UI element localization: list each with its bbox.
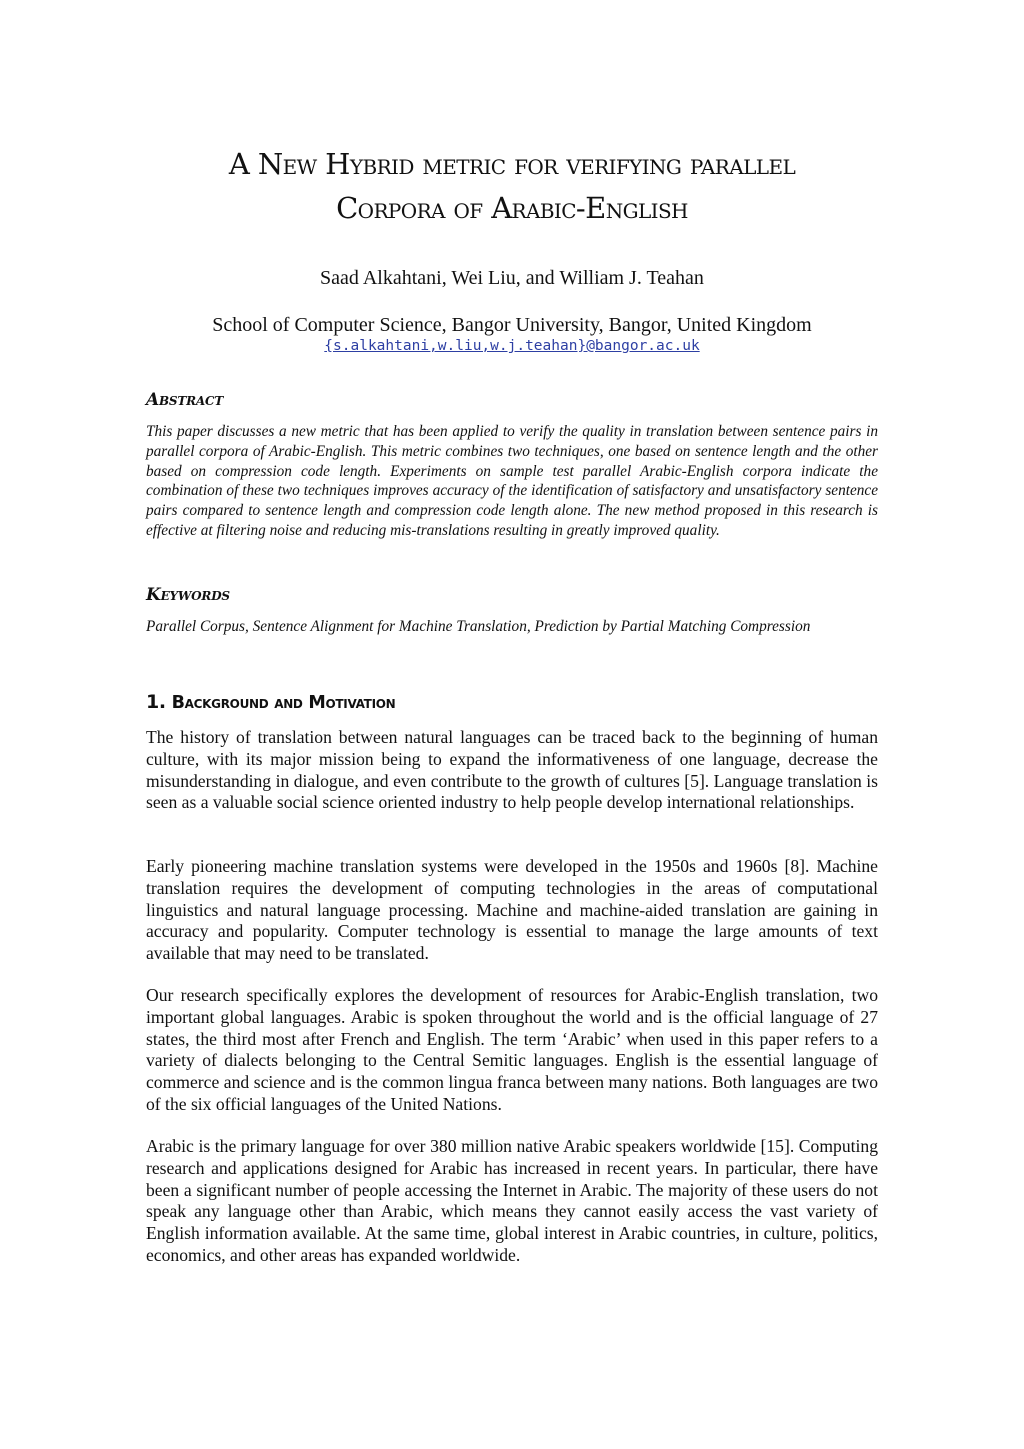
paper-title (146, 142, 878, 230)
authors: Saad Alkahtani, Wei Liu, and William J. Teahan (320, 267, 704, 289)
abstract-text: This paper discusses a new metric that has been applied to verify the quality in translation between sentence pairs in parallel corpora of Arabic-English. This metric combines two techniques, one based on sentence length and the other based on compression code length. Experiments on sample test parallel Arabic-English corpora indicate the combination of these two techniques improves accuracy of the identification of satisfactory and unsatisfactory sentence pairs compared to sentence length and compression code length alone. The new method proposed in this research is effective at filtering noise and reducing mis-translations resulting in greatly improved quality. (146, 423, 878, 539)
section-1-paragraph-1: The history of translation between natural languages can be traced back to the beginning of human culture, with its major mission being to expand the informativeness of one language, decrease the misunderstanding in dialogue, and even contribute to the growth of cultures [5]. Language translation is seen as a valuable social science oriented industry to help people develop international relationships. (146, 727, 878, 813)
paper-title-line-2: Corpora of Arabic-English (336, 191, 688, 225)
author-email-text[interactable]: {s.alkahtani,w.liu,w.j.teahan}@bangor.ac.uk (324, 338, 700, 354)
keywords-heading: Keywords (146, 585, 230, 605)
paper-title-line-1: A New Hybrid metric for verifying parallel (228, 147, 796, 181)
keywords-text: Parallel Corpus, Sentence Alignment for Machine Translation, Prediction by Partial Matching Compression (146, 618, 811, 635)
affiliation: School of Computer Science, Bangor University, Bangor, United Kingdom (212, 314, 812, 336)
section-1-paragraph-4: Arabic is the primary language for over 380 million native Arabic speakers worldwide [15]. Computing research and applications designed for Arabic has increased in recent years. In particular, there have been a significant number of people accessing the Internet in Arabic. The majority of these users do not speak any language other than Arabic, which means they cannot easily access the vast variety of English information available. At the same time, global interest in Arabic countries, in culture, politics, economics, and other areas has expanded worldwide. (146, 1136, 878, 1265)
abstract-heading: Abstract (146, 390, 224, 410)
author-email-link[interactable] (146, 336, 878, 356)
section-1-number: 1. (146, 691, 166, 713)
section-1-title: Background and Motivation (171, 693, 396, 713)
section-1-heading (146, 689, 395, 716)
section-1-paragraph-3: Our research specifically explores the development of resources for Arabic-English translation, two important global languages. Arabic is spoken throughout the world and is the official language of 27 states, the third most after French and English. The term ‘Arabic’ when used in this paper refers to a variety of dialects belonging to the Central Semitic languages. English is the essential language of commerce and science and is the common lingua franca between many nations. Both languages are two of the six official languages of the United Nations. (146, 985, 878, 1114)
section-1-paragraph-2: Early pioneering machine translation systems were developed in the 1950s and 1960s [8]. Machine translation requires the development of computing technologies in the areas of computational linguistics and natural language processing. Machine and machine-aided translation are gaining in accuracy and popularity. Computer technology is essential to manage the large amounts of text available that may need to be translated. (146, 856, 878, 964)
